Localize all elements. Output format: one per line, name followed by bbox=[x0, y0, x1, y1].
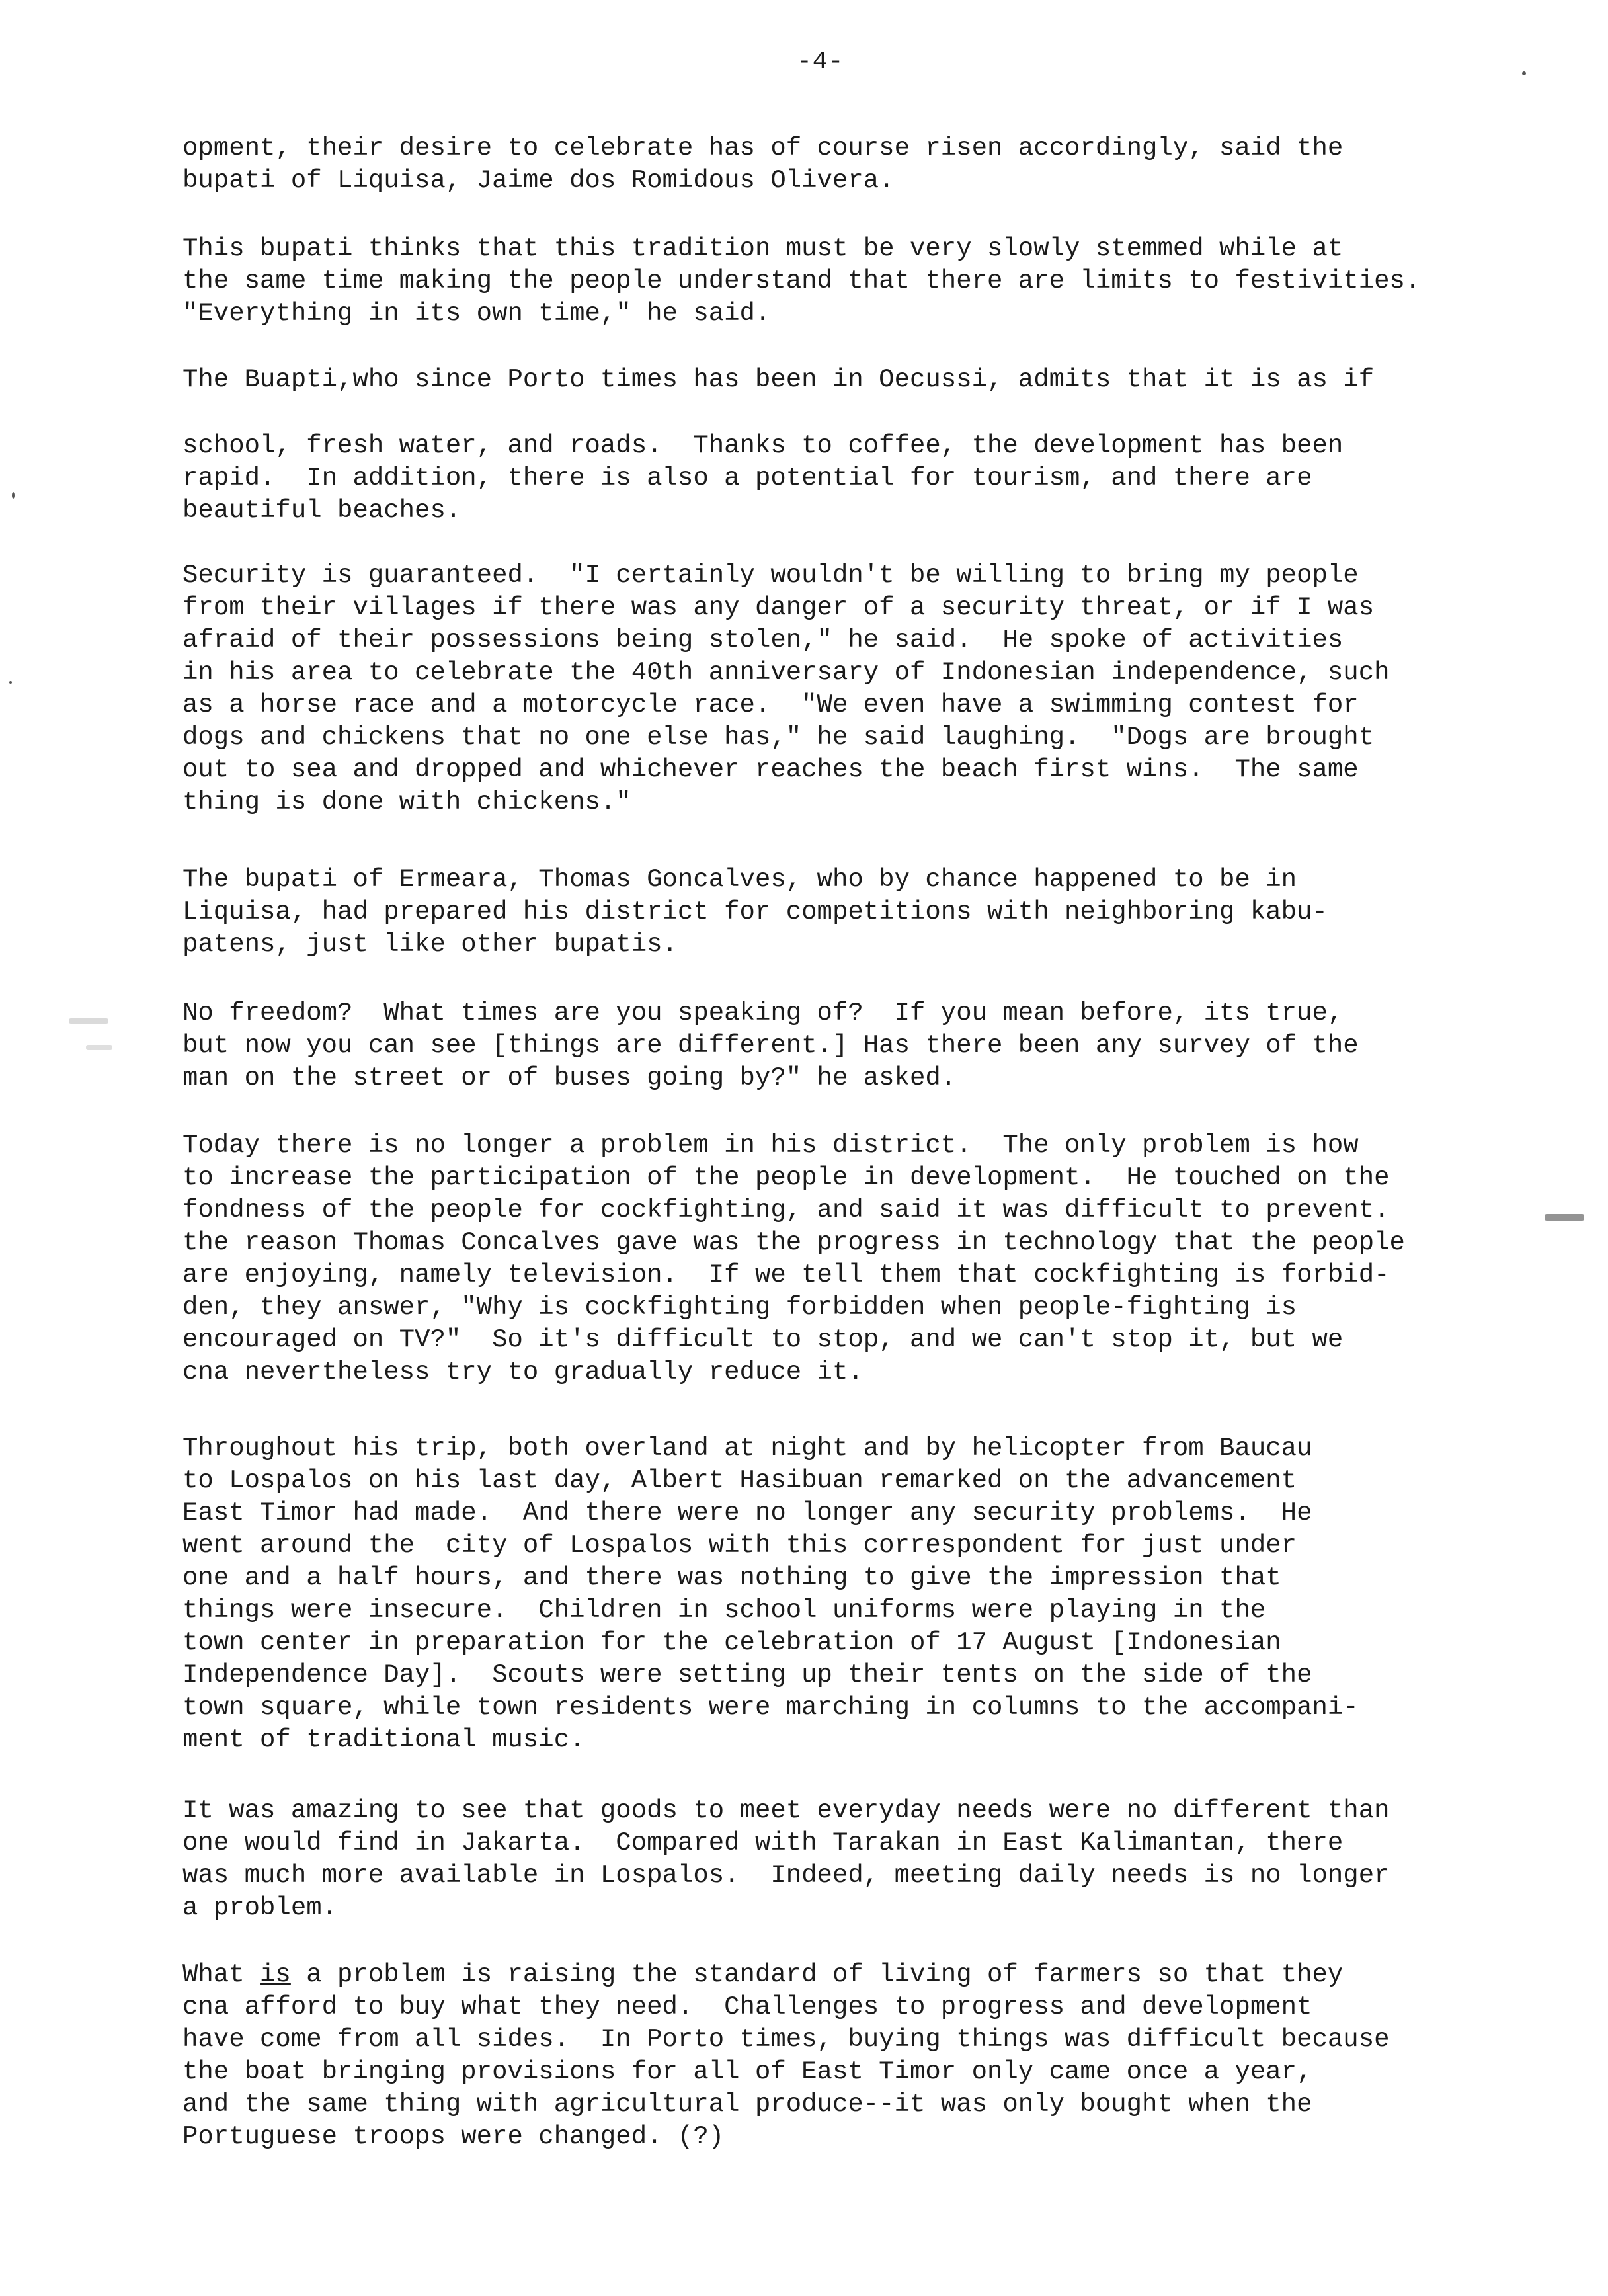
paragraph-7 bbox=[182, 997, 1505, 1094]
text-line: out to sea and dropped and whichever reaches the beach first wins. The same bbox=[182, 755, 1359, 784]
text-line: ment of traditional music. bbox=[182, 1725, 585, 1754]
text-line: The bupati of Ermeara, Thomas Goncalves, who by chance happened to be in bbox=[182, 865, 1297, 894]
text-line: No freedom? What times are you speaking of? If you mean before, its true, bbox=[182, 999, 1344, 1028]
paragraph-9 bbox=[182, 1432, 1505, 1756]
text-line: the boat bringing provisions for all of East Timor only came once a year, bbox=[182, 2057, 1312, 2086]
text-line: went around the city of Lospalos with this correspondent for just under bbox=[182, 1531, 1297, 1560]
text-line: have come from all sides. In Porto times, buying things was difficult because bbox=[182, 2025, 1390, 2054]
text-line: things were insecure. Children in school uniforms were playing in the bbox=[182, 1596, 1266, 1625]
text-line: town center in preparation for the celebration of 17 August [Indonesian bbox=[182, 1628, 1281, 1657]
scan-smudge bbox=[69, 1018, 108, 1024]
text-line: cna afford to buy what they need. Challenges to progress and development bbox=[182, 1992, 1312, 2022]
text-line: school, fresh water, and roads. Thanks to coffee, the development has been bbox=[182, 431, 1344, 460]
text-fragment: a problem is raising the standard of living of farmers so that they bbox=[290, 1960, 1344, 1989]
scan-speck bbox=[1522, 71, 1526, 75]
text-line: fondness of the people for cockfighting, and said it was difficult to prevent. bbox=[182, 1196, 1390, 1225]
paragraph-4 bbox=[182, 430, 1505, 527]
text-line: to Lospalos on his last day, Albert Hasibuan remarked on the advancement bbox=[182, 1466, 1297, 1495]
text-line: beautiful beaches. bbox=[182, 496, 462, 525]
text-line: was much more available in Lospalos. Indeed, meeting daily needs is no longer bbox=[182, 1861, 1390, 1890]
text-line: from their villages if there was any danger of a security threat, or if I was bbox=[182, 593, 1375, 622]
text-line: thing is done with chickens." bbox=[182, 788, 631, 817]
paragraph-2 bbox=[182, 233, 1505, 330]
text-line: patens, just like other bupatis. bbox=[182, 930, 678, 959]
text-line: but now you can see [things are different.] Has there been any survey of the bbox=[182, 1031, 1359, 1060]
text-line: East Timor had made. And there were no longer any security problems. He bbox=[182, 1498, 1312, 1528]
text-line: "Everything in its own time," he said. bbox=[182, 299, 771, 328]
text-line: dogs and chickens that no one else has," he said laughing. "Dogs are brought bbox=[182, 723, 1375, 752]
text-line: Independence Day]. Scouts were setting up their tents on the side of the bbox=[182, 1660, 1312, 1690]
text-line: den, they answer, "Why is cockfighting forbidden when people-fighting is bbox=[182, 1293, 1297, 1322]
scan-smudge bbox=[86, 1045, 112, 1050]
text-line: encouraged on TV?" So it's difficult to stop, and we can't stop it, but we bbox=[182, 1325, 1344, 1354]
paragraph-11 bbox=[182, 1959, 1505, 2153]
paragraph-1 bbox=[182, 132, 1505, 197]
paragraph-5 bbox=[182, 559, 1505, 819]
page-number: -4- bbox=[797, 48, 844, 76]
text-line: the reason Thomas Concalves gave was the progress in technology that the people bbox=[182, 1228, 1405, 1257]
text-line: are enjoying, namely television. If we tell them that cockfighting is forbid- bbox=[182, 1260, 1390, 1290]
text-line: one would find in Jakarta. Compared with Tarakan in East Kalimantan, there bbox=[182, 1828, 1344, 1858]
text-line: The Buapti,who since Porto times has been in Oecussi, admits that it is as if bbox=[182, 365, 1375, 394]
scan-smudge bbox=[1545, 1214, 1584, 1221]
text-line: cna nevertheless try to gradually reduce it. bbox=[182, 1358, 864, 1387]
text-line: Throughout his trip, both overland at night and by helicopter from Baucau bbox=[182, 1434, 1312, 1463]
paragraph-6 bbox=[182, 864, 1505, 961]
text-line: man on the street or of buses going by?" he asked. bbox=[182, 1063, 957, 1092]
text-line: This bupati thinks that this tradition must be very slowly stemmed while at bbox=[182, 234, 1344, 263]
paragraph-10 bbox=[182, 1795, 1505, 1924]
underlined-word: is bbox=[260, 1960, 291, 1989]
scan-speck bbox=[9, 681, 12, 684]
text-line: one and a half hours, and there was nothing to give the impression that bbox=[182, 1563, 1281, 1592]
text-line: the same time making the people understand that there are limits to festivities. bbox=[182, 266, 1421, 296]
text-line: to increase the participation of the people in development. He touched on the bbox=[182, 1163, 1390, 1192]
text-line: Security is guaranteed. "I certainly wouldn't be willing to bring my people bbox=[182, 561, 1359, 590]
paragraph-3 bbox=[182, 364, 1505, 396]
text-line: and the same thing with agricultural produce--it was only bought when the bbox=[182, 2090, 1312, 2119]
text-line: as a horse race and a motorcycle race. "We even have a swimming contest for bbox=[182, 690, 1359, 719]
text-line: It was amazing to see that goods to meet everyday needs were no different than bbox=[182, 1796, 1390, 1825]
text-fragment: What bbox=[182, 1960, 261, 1989]
text-line: afraid of their possessions being stolen," he said. He spoke of activities bbox=[182, 626, 1344, 655]
text-line: opment, their desire to celebrate has of course risen accordingly, said the bbox=[182, 134, 1344, 163]
text-line: in his area to celebrate the 40th anniversary of Indonesian independence, such bbox=[182, 658, 1390, 687]
text-line: bupati of Liquisa, Jaime dos Romidous Olivera. bbox=[182, 166, 895, 195]
scan-speck bbox=[12, 492, 15, 499]
text-line: rapid. In addition, there is also a potential for tourism, and there are bbox=[182, 464, 1312, 493]
text-line: Liquisa, had prepared his district for competitions with neighboring kabu- bbox=[182, 897, 1328, 926]
paragraph-8 bbox=[182, 1129, 1505, 1389]
text-line: a problem. bbox=[182, 1893, 338, 1922]
text-line: Portuguese troops were changed. (?) bbox=[182, 2122, 725, 2151]
text-line: Today there is no longer a problem in his district. The only problem is how bbox=[182, 1131, 1359, 1160]
text-line: town square, while town residents were marching in columns to the accompani- bbox=[182, 1693, 1359, 1722]
